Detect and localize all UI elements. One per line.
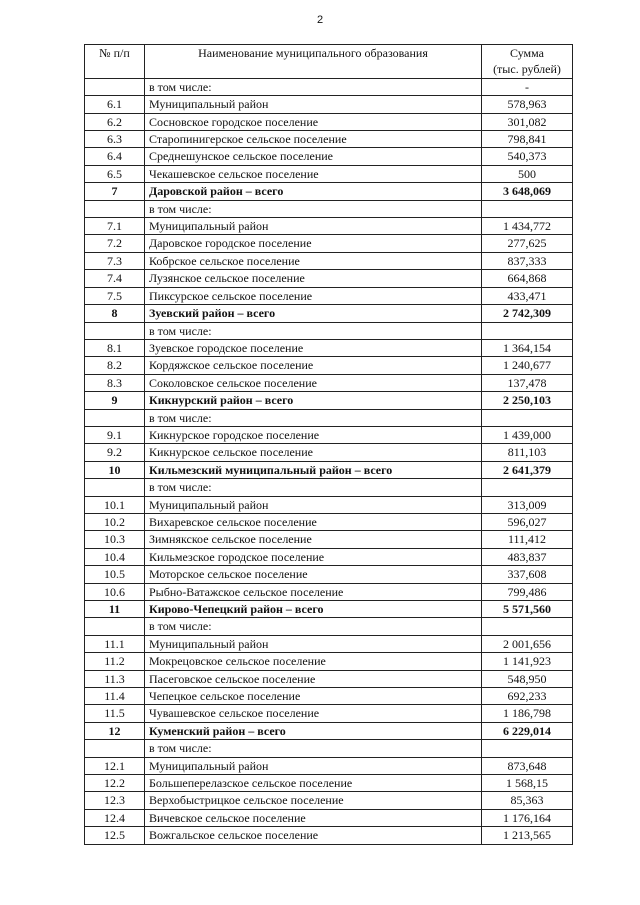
row-name: в том числе: <box>145 409 482 426</box>
table-row <box>85 757 573 774</box>
row-number: 11.4 <box>85 688 145 705</box>
row-name: в том числе: <box>145 740 482 757</box>
table-row <box>85 322 573 339</box>
header-sum-line1: Сумма <box>510 46 544 60</box>
row-sum: 692,233 <box>482 688 573 705</box>
row-number: 6.5 <box>85 165 145 182</box>
row-number: 11 <box>85 601 145 618</box>
table-row <box>85 113 573 130</box>
row-sum: 6 229,014 <box>482 722 573 739</box>
table-row <box>85 426 573 443</box>
row-number: 9.1 <box>85 426 145 443</box>
row-name: Большеперелазское сельское поселение <box>145 775 482 792</box>
row-number: 9 <box>85 392 145 409</box>
row-sum: 301,082 <box>482 113 573 130</box>
table-row <box>85 200 573 217</box>
row-sum: 1 141,923 <box>482 653 573 670</box>
table-header-row <box>85 45 573 79</box>
table-row <box>85 235 573 252</box>
table-row <box>85 809 573 826</box>
row-name: Зимнякское сельское поселение <box>145 531 482 548</box>
row-number: 9.2 <box>85 444 145 461</box>
row-sum: 811,103 <box>482 444 573 461</box>
row-number: 12.5 <box>85 827 145 844</box>
row-number: 12.1 <box>85 757 145 774</box>
row-number: 7 <box>85 183 145 200</box>
row-name: Моторское сельское поселение <box>145 566 482 583</box>
row-number: 6.2 <box>85 113 145 130</box>
row-number: 10.1 <box>85 496 145 513</box>
row-number: 6.1 <box>85 96 145 113</box>
row-name: Верхобыстрицкое сельское поселение <box>145 792 482 809</box>
row-sum <box>482 200 573 217</box>
row-name: Куменский район – всего <box>145 722 482 739</box>
row-sum: 3 648,069 <box>482 183 573 200</box>
row-name: Вихаревское сельское поселение <box>145 513 482 530</box>
row-number: 12.4 <box>85 809 145 826</box>
row-number: 7.4 <box>85 270 145 287</box>
row-number: 6.4 <box>85 148 145 165</box>
table-row <box>85 670 573 687</box>
row-sum: 596,027 <box>482 513 573 530</box>
row-name: в том числе: <box>145 618 482 635</box>
row-name: Чувашевское сельское поселение <box>145 705 482 722</box>
table-row-total <box>85 461 573 478</box>
row-number: 12 <box>85 722 145 739</box>
row-sum: 873,648 <box>482 757 573 774</box>
row-name: Муниципальный район <box>145 218 482 235</box>
table-row <box>85 409 573 426</box>
row-sum: 1 364,154 <box>482 339 573 356</box>
row-sum: 540,373 <box>482 148 573 165</box>
row-name: Муниципальный район <box>145 757 482 774</box>
row-number: 10.6 <box>85 583 145 600</box>
row-name: Даровской район – всего <box>145 183 482 200</box>
table-row <box>85 653 573 670</box>
row-sum: 2 250,103 <box>482 392 573 409</box>
table-row <box>85 740 573 757</box>
table-row-total <box>85 183 573 200</box>
row-number: 11.3 <box>85 670 145 687</box>
row-number: 7.1 <box>85 218 145 235</box>
row-sum: 837,333 <box>482 252 573 269</box>
row-sum: 483,837 <box>482 548 573 565</box>
row-name: Кирово-Чепецкий район – всего <box>145 601 482 618</box>
row-sum: 578,963 <box>482 96 573 113</box>
row-name: Мокрецовское сельское поселение <box>145 653 482 670</box>
table-row <box>85 339 573 356</box>
table-row <box>85 775 573 792</box>
row-number <box>85 409 145 426</box>
row-number <box>85 200 145 217</box>
row-name: Чекашевское сельское поселение <box>145 165 482 182</box>
table-row <box>85 165 573 182</box>
row-name: Кикнурское городское поселение <box>145 426 482 443</box>
table-row <box>85 635 573 652</box>
row-name: Кобрское сельское поселение <box>145 252 482 269</box>
table-row <box>85 148 573 165</box>
row-sum: 664,868 <box>482 270 573 287</box>
row-sum <box>482 479 573 496</box>
table-row-total <box>85 305 573 322</box>
table-body <box>85 78 573 844</box>
row-sum: - <box>482 78 573 95</box>
row-sum: 1 186,798 <box>482 705 573 722</box>
table-row-total <box>85 601 573 618</box>
row-number <box>85 618 145 635</box>
row-number: 8.1 <box>85 339 145 356</box>
table-row <box>85 218 573 235</box>
header-num: № п/п <box>85 45 145 79</box>
row-sum <box>482 322 573 339</box>
row-name: Вожгальское сельское поселение <box>145 827 482 844</box>
row-number: 10 <box>85 461 145 478</box>
row-number: 8.2 <box>85 357 145 374</box>
row-sum: 85,363 <box>482 792 573 809</box>
row-name: Муниципальный район <box>145 496 482 513</box>
row-sum <box>482 409 573 426</box>
table-row <box>85 513 573 530</box>
row-number: 10.5 <box>85 566 145 583</box>
table-row <box>85 252 573 269</box>
table-row <box>85 618 573 635</box>
row-number: 7.2 <box>85 235 145 252</box>
row-name: Кикнурское сельское поселение <box>145 444 482 461</box>
row-name: Зуевский район – всего <box>145 305 482 322</box>
row-sum: 2 742,309 <box>482 305 573 322</box>
row-number: 6.3 <box>85 131 145 148</box>
row-name: Пасеговское сельское поселение <box>145 670 482 687</box>
row-name: Зуевское городское поселение <box>145 339 482 356</box>
row-sum: 1 213,565 <box>482 827 573 844</box>
row-name: в том числе: <box>145 479 482 496</box>
page-number: 2 <box>316 14 324 26</box>
header-sum-line2: (тыс. рублей) <box>493 62 561 77</box>
row-name: Соколовское сельское поселение <box>145 374 482 391</box>
row-sum <box>482 740 573 757</box>
row-name: Лузянское сельское поселение <box>145 270 482 287</box>
row-sum: 1 568,15 <box>482 775 573 792</box>
table-row <box>85 792 573 809</box>
row-number: 10.2 <box>85 513 145 530</box>
row-sum: 137,478 <box>482 374 573 391</box>
row-sum: 313,009 <box>482 496 573 513</box>
table-row-total <box>85 722 573 739</box>
table-row <box>85 270 573 287</box>
table-row <box>85 444 573 461</box>
row-number: 11.5 <box>85 705 145 722</box>
row-number: 7.3 <box>85 252 145 269</box>
row-sum: 500 <box>482 165 573 182</box>
row-name: Даровское городское поселение <box>145 235 482 252</box>
row-sum: 5 571,560 <box>482 601 573 618</box>
row-name: Старопинигерское сельское поселение <box>145 131 482 148</box>
row-number: 8.3 <box>85 374 145 391</box>
budget-table <box>84 44 573 845</box>
row-name: в том числе: <box>145 200 482 217</box>
table-row <box>85 479 573 496</box>
table-row <box>85 131 573 148</box>
row-name: Пиксурское сельское поселение <box>145 287 482 304</box>
row-sum: 2 001,656 <box>482 635 573 652</box>
row-name: Кильмезское городское поселение <box>145 548 482 565</box>
row-name: в том числе: <box>145 322 482 339</box>
table-row <box>85 566 573 583</box>
row-name: Чепецкое сельское поселение <box>145 688 482 705</box>
row-name: Муниципальный район <box>145 96 482 113</box>
row-sum: 548,950 <box>482 670 573 687</box>
row-number: 12.3 <box>85 792 145 809</box>
row-number: 7.5 <box>85 287 145 304</box>
row-number <box>85 479 145 496</box>
row-number: 11.1 <box>85 635 145 652</box>
row-number: 8 <box>85 305 145 322</box>
row-name: Вичевское сельское поселение <box>145 809 482 826</box>
table-row <box>85 374 573 391</box>
row-number: 10.3 <box>85 531 145 548</box>
row-sum: 1 176,164 <box>482 809 573 826</box>
row-sum: 277,625 <box>482 235 573 252</box>
row-sum: 2 641,379 <box>482 461 573 478</box>
row-sum: 799,486 <box>482 583 573 600</box>
row-sum: 1 439,000 <box>482 426 573 443</box>
row-number <box>85 740 145 757</box>
table-row <box>85 705 573 722</box>
table-row <box>85 496 573 513</box>
row-sum: 337,608 <box>482 566 573 583</box>
table-row <box>85 96 573 113</box>
row-number: 12.2 <box>85 775 145 792</box>
table-row-total <box>85 392 573 409</box>
row-sum: 798,841 <box>482 131 573 148</box>
header-name: Наименование муниципального образования <box>145 45 482 79</box>
row-name: Кордяжское сельское поселение <box>145 357 482 374</box>
table-row <box>85 287 573 304</box>
row-name: Сосновское городское поселение <box>145 113 482 130</box>
row-name: Кильмезский муниципальный район – всего <box>145 461 482 478</box>
row-name: в том числе: <box>145 78 482 95</box>
table-row <box>85 827 573 844</box>
table-row <box>85 78 573 95</box>
row-name: Муниципальный район <box>145 635 482 652</box>
row-number: 11.2 <box>85 653 145 670</box>
table-row <box>85 688 573 705</box>
row-number: 10.4 <box>85 548 145 565</box>
table-row <box>85 583 573 600</box>
row-sum: 1 434,772 <box>482 218 573 235</box>
row-sum: 1 240,677 <box>482 357 573 374</box>
row-sum <box>482 618 573 635</box>
row-name: Рыбно-Ватажское сельское поселение <box>145 583 482 600</box>
row-number <box>85 78 145 95</box>
table-row <box>85 357 573 374</box>
header-sum <box>482 45 573 79</box>
table-row <box>85 548 573 565</box>
row-sum: 111,412 <box>482 531 573 548</box>
table-row <box>85 531 573 548</box>
row-name: Среднешунское сельское поселение <box>145 148 482 165</box>
row-sum: 433,471 <box>482 287 573 304</box>
row-name: Кикнурский район – всего <box>145 392 482 409</box>
row-number <box>85 322 145 339</box>
